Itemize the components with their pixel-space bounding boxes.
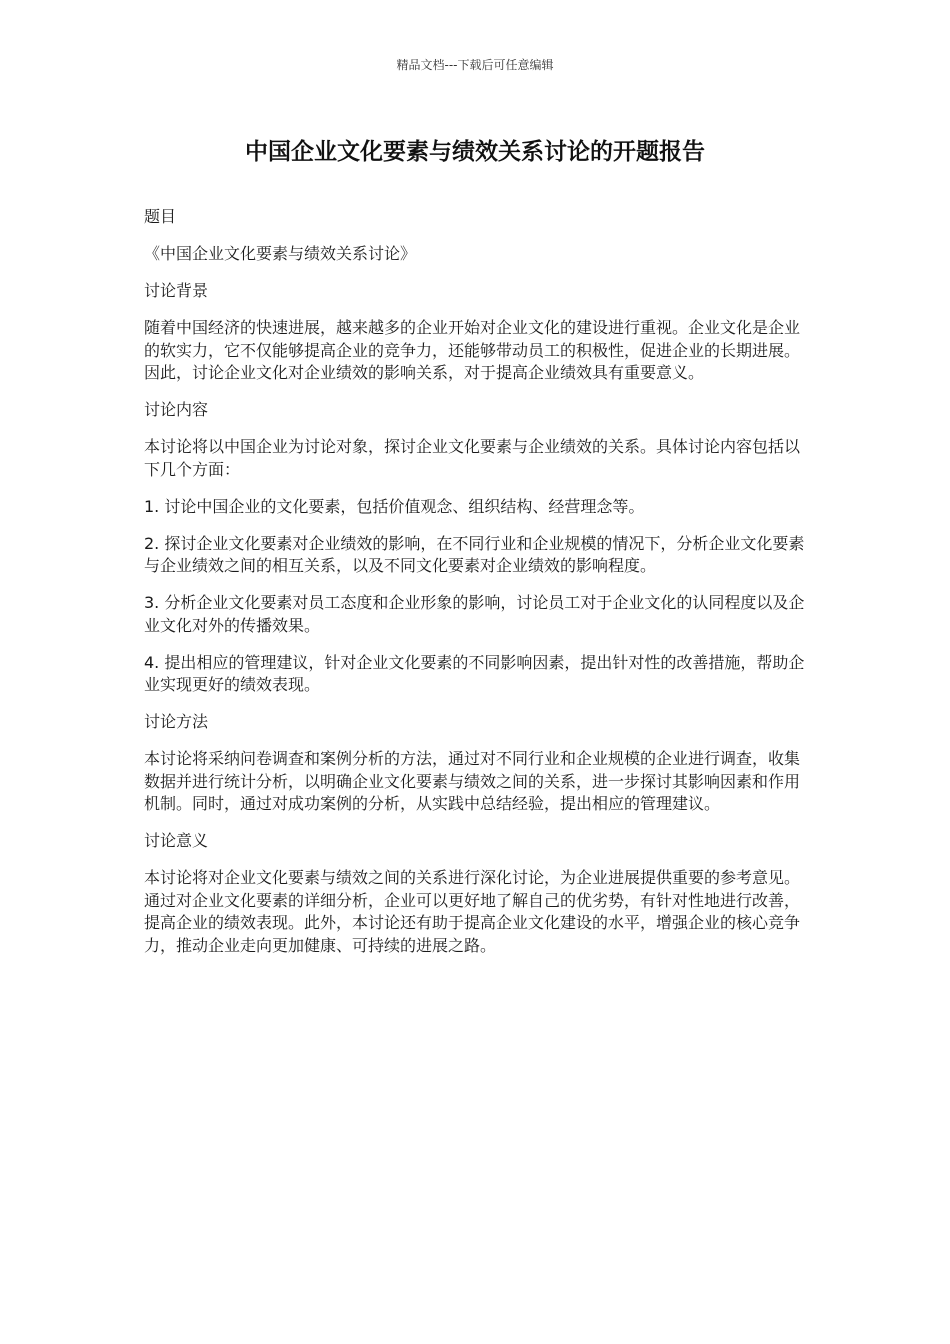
page-header-note: 精品文档---下载后可任意编辑 (396, 58, 554, 72)
significance-heading: 讨论意义 (144, 831, 209, 850)
method-heading: 讨论方法 (144, 712, 209, 731)
content-intro-paragraph: 本讨论将以中国企业为讨论对象，探讨企业文化要素与企业绩效的关系。具体讨论内容包括以下几个方面： (144, 437, 801, 479)
document-body (144, 206, 808, 972)
significance-paragraph: 本讨论将对企业文化要素与绩效之间的关系进行深化讨论，为企业进展提供重要的参考意见。通过对企业文化要素的详细分析，企业可以更好地了解自己的优劣势，有针对性地进行改善，提高企业的绩效表现。此外，本讨论还有助于提高企业文化建设的水平，增强企业的核心竞争力，推动企业走向更加健康、可持续的进展之路。 (144, 868, 801, 955)
topic-text: 《中国企业文化要素与绩效关系讨论》 (144, 244, 417, 263)
content-list-item: 3. 分析企业文化要素对员工态度和企业形象的影响，讨论员工对于企业文化的认同程度以及企业文化对外的传播效果。 (144, 593, 805, 635)
content-list-item: 4. 提出相应的管理建议，针对企业文化要素的不同影响因素，提出针对性的改善措施，帮助企业实现更好的绩效表现。 (144, 652, 805, 694)
content-list-item: 2. 探讨企业文化要素对企业绩效的影响，在不同行业和企业规模的情况下，分析企业文化要素与企业绩效之间的相互关系，以及不同文化要素对企业绩效的影响程度。 (144, 533, 805, 575)
method-paragraph: 本讨论将采纳问卷调查和案例分析的方法，通过对不同行业和企业规模的企业进行调查，收集数据并进行统计分析，以明确企业文化要素与绩效之间的关系，进一步探讨其影响因素和作用机制。同时，通过对成功案例的分析，从实践中总结经验，提出相应的管理建议。 (144, 749, 801, 813)
background-heading: 讨论背景 (144, 281, 209, 300)
document-title: 中国企业文化要素与绩效关系讨论的开题报告 (245, 139, 705, 165)
topic-heading: 题目 (144, 207, 177, 226)
content-heading: 讨论内容 (144, 400, 209, 419)
content-list-item: 1. 讨论中国企业的文化要素，包括价值观念、组织结构、经营理念等。 (144, 496, 645, 516)
background-paragraph: 随着中国经济的快速进展，越来越多的企业开始对企业文化的建设进行重视。企业文化是企业的软实力，它不仅能够提高企业的竞争力，还能够带动员工的积极性，促进企业的长期进展。因此，讨论企业文化对企业绩效的影响关系，对于提高企业绩效具有重要意义。 (144, 318, 801, 382)
